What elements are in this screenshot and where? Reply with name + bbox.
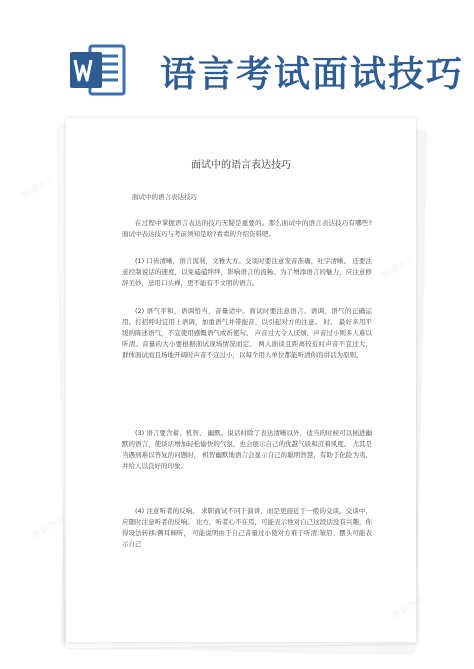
document-subtitle: 面试中的语言表达技巧	[132, 193, 197, 201]
paragraph: (2) 语气平和，语调恰当，音量适中。面试时要注意语言、语调、语气的正确运用。打招呼时宜用上语调，加重语气并带拖音，以引起对方的注意。 时。 最好多用平缓的陈述语气，不宜使用感慨语气或祈使句。 声音过大令人厌烦，声音过小则多人难以听清。音量的大小要根据面试现场情况而定。 两人面谈且距离较近时声音不宜过大， 群体面试而且场地开阔时声音不宜过小，以每个用人单位都能听清你的讲话为原则。	[122, 307, 372, 359]
banner-title: 语言考试面试技巧	[160, 54, 465, 95]
paragraph: (1) 口齿清晰，语言流利，文雅大方。交谈时要注意发音准确，吐字清晰。 还要注意控制说话的速度，以免磕磕绊绊，影响语言的流畅。为了增添语言的魅力，应注意修辞美妙，忌用口头禅，更不能有不文明的语言。	[122, 257, 372, 287]
page-header	[0, 0, 474, 120]
document-page	[66, 118, 416, 642]
paragraph: (4) 注意听者的反响。 求职面试不同于演讲，而是更接近于一般的交谈。交谈中，应随时注意听者的反响。 比方，听者心不在焉，可能表示他对自己这段话没有兴趣，你得设法转移;侧耳倾听， 可能说明由于自己音量过小使对方难于听清;皱眉、摆头可能表示自己	[122, 507, 372, 548]
document-title: 面试中的语言表达技巧	[191, 160, 291, 171]
watermark: 熊猫办公	[30, 514, 67, 542]
document-stack	[60, 118, 420, 648]
watermark: 熊猫办公	[20, 174, 57, 202]
word-doc-icon	[68, 40, 128, 100]
paragraph: 在过程中掌握语言表达的技巧无疑是重要的。那么面试中的语言表达技巧有哪些?面试中表达技巧与考前须知是啥?看看的介绍资料吧。	[122, 219, 372, 238]
paragraph: (3) 语言要含蓄、机智、 幽默。说话时除了表达清晰以外，适当的时候可以插进幽默的语言，使谈话增加轻松愉快的气氛，也会展示自己的优越气质和沉着风度。 尤其是当遇到难以答复的问题时， 机智幽默地语言会显示自己的聪明智慧，有助于化险为夷，并给人以良好的印象。	[122, 429, 372, 470]
